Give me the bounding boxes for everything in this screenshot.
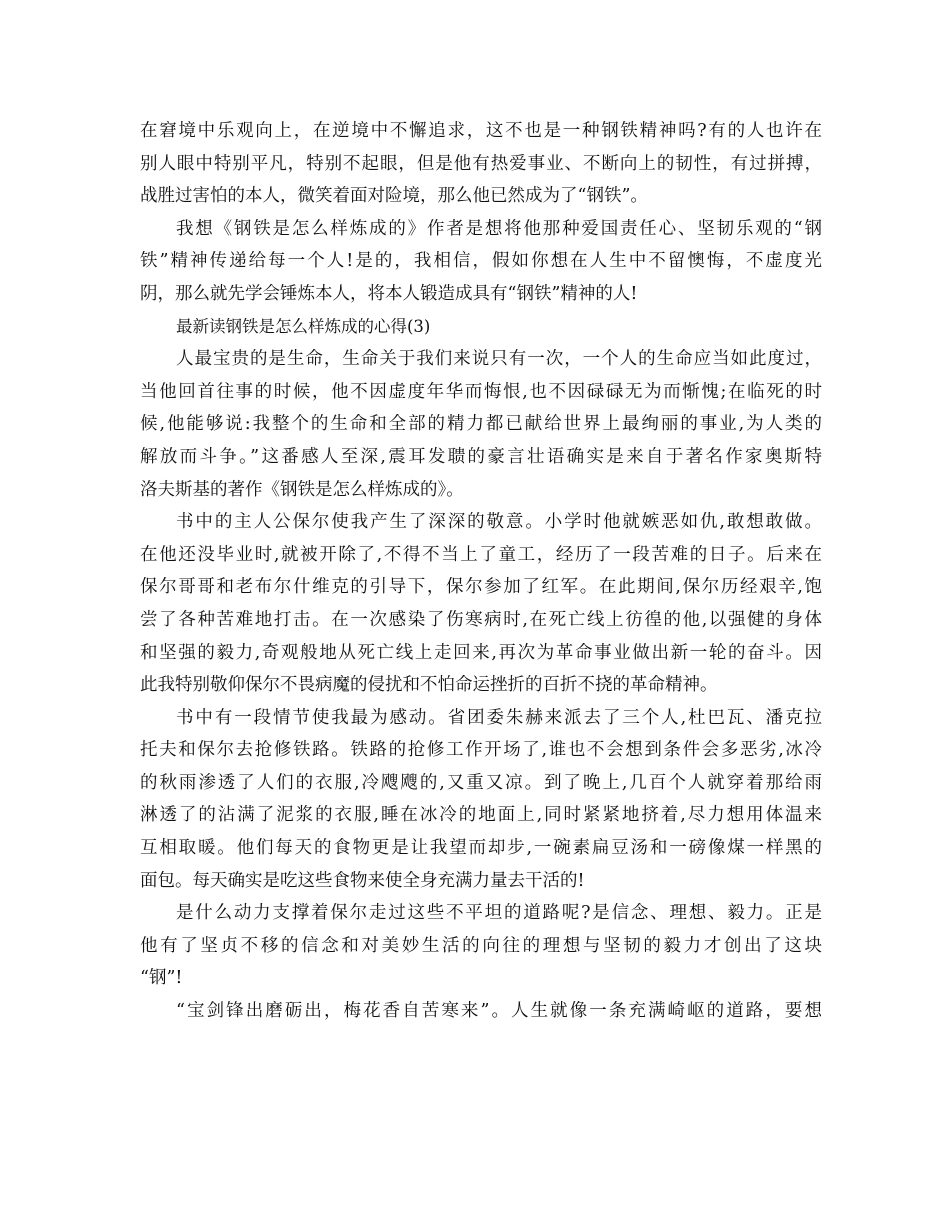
text-line: 是什么动力支撑着保尔走过这些不平坦的道路呢?是信念、理想、毅力。正是 — [176, 903, 822, 924]
document-page — [140, 115, 822, 1028]
text-line: 战胜过害怕的本人，微笑着面对险境，那么他已然成为了“钢铁”。 — [140, 186, 648, 207]
text-line: 此我特别敬仰保尔不畏病魔的侵扰和不怕命运挫折的百折不挠的革命精神。 — [140, 675, 718, 696]
text-line: 的秋雨渗透了人们的衣服,冷飕飕的,又重又凉。到了晚上,几百个人就穿着那给雨 — [140, 772, 822, 793]
paragraph — [140, 213, 822, 311]
text-line: 铁”精神传递给每一个人!是的，我相信，假如你想在人生中不留懊悔，不虚度光 — [140, 251, 822, 272]
text-line: 别人眼中特别平凡，特别不起眼，但是他有热爱事业、不断向上的韧性，有过拼搏， — [140, 153, 822, 174]
text-line: 候,他能够说:我整个的生命和全部的精力都已献给世界上最绚丽的事业,为人类的 — [140, 414, 822, 435]
text-line: “宝剑锋出磨砺出，梅花香自苦寒来”。人生就像一条充满崎岖的道路，要想 — [176, 1001, 822, 1022]
text-line: 书中有一段情节使我最为感动。省团委朱赫来派去了三个人,杜巴瓦、潘克拉 — [176, 707, 822, 728]
text-line: 他有了坚贞不移的信念和对美妙生活的向往的理想与坚韧的毅力才创出了这块 — [140, 935, 822, 956]
text-line: 尝了各种苦难地打击。在一次感染了伤寒病时,在死亡线上彷徨的他,以强健的身体 — [140, 609, 822, 630]
text-line: 在窘境中乐观向上，在逆境中不懈追求，这不也是一种钢铁精神吗?有的人也许在 — [140, 121, 822, 141]
paragraph — [140, 115, 822, 213]
text-line: 在他还没毕业时,就被开除了,不得不当上了童工，经历了一段苦难的日子。后来在 — [140, 544, 822, 565]
text-line: 洛夫斯基的著作《钢铁是怎么样炼成的》。 — [140, 479, 464, 500]
section-heading — [140, 311, 822, 344]
text-line: “钢”! — [140, 968, 183, 989]
text-line: 阴，那么就先学会锤炼本人，将本人锻造成具有“钢铁”精神的人! — [140, 283, 638, 304]
text-line: 解放而斗争。”这番感人至深,震耳发聩的豪言壮语确实是来自于著名作家奥斯特 — [140, 446, 822, 467]
text-line: 托夫和保尔去抢修铁路。铁路的抢修工作开场了,谁也不会想到条件会多恶劣,冰冷 — [140, 740, 822, 761]
text-line: 人最宝贵的是生命，生命关于我们来说只有一次，一个人的生命应当如此度过， — [176, 349, 822, 370]
heading-text: 最新读钢铁是怎么样炼成的心得(3) — [176, 316, 431, 336]
paragraph — [140, 343, 822, 506]
text-line: 书中的主人公保尔使我产生了深深的敬意。小学时他就嫉恶如仇,敢想敢做。 — [176, 512, 822, 533]
text-line: 淋透了的沾满了泥浆的衣服,睡在冰冷的地面上,同时紧紧地挤着,尽力想用体温来 — [140, 805, 822, 826]
text-line: 保尔哥哥和老布尔什维克的引导下，保尔参加了红军。在此期间,保尔历经艰辛,饱 — [140, 577, 822, 598]
text-line: 我想《钢铁是怎么样炼成的》作者是想将他那种爱国责任心、坚韧乐观的“钢 — [176, 218, 822, 239]
text-line: 互相取暖。他们每天的食物更是让我望而却步,一碗素扁豆汤和一磅像煤一样黑的 — [140, 838, 822, 859]
paragraph — [140, 702, 822, 898]
text-line: 面包。每天确实是吃这些食物来使全身充满力量去干活的! — [140, 870, 585, 891]
paragraph — [140, 995, 822, 1028]
paragraph — [140, 897, 822, 995]
paragraph — [140, 506, 822, 702]
text-line: 当他回首往事的时候，他不因虚度年华而悔恨,也不因碌碌无为而惭愧;在临死的时 — [140, 381, 822, 402]
text-line: 和坚强的毅力,奇观般地从死亡线上走回来,再次为革命事业做出新一轮的奋斗。因 — [140, 642, 822, 663]
